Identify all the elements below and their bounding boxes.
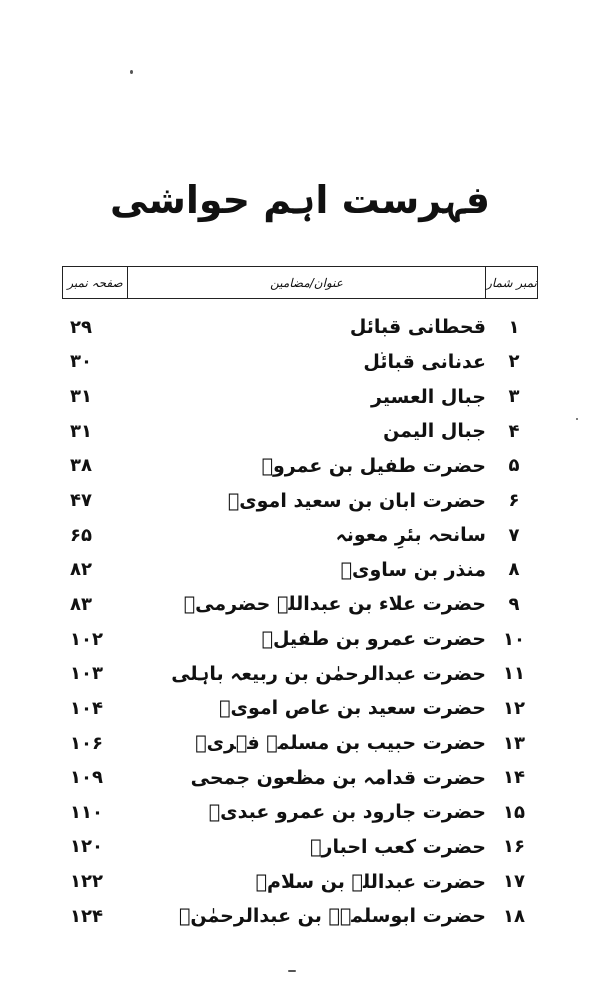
scan-speck xyxy=(130,70,133,74)
toc-entry xyxy=(62,379,538,414)
entry-page: ۴۷ xyxy=(70,490,92,512)
toc-entry xyxy=(62,864,538,899)
entry-page: ۱۰۶ xyxy=(70,732,103,754)
toc-entry xyxy=(62,310,538,345)
entry-page: ۳۸ xyxy=(70,455,92,477)
entry-topic: سانحہ بئرِ معونہ xyxy=(335,524,486,547)
entry-page: ۱۲۲ xyxy=(70,871,103,893)
entry-serial: ۲ xyxy=(508,351,520,373)
entry-page: ۳۰ xyxy=(70,351,92,373)
entry-page: ۱۰۲ xyxy=(70,628,103,650)
toc-entry xyxy=(62,483,538,518)
entry-serial: ۱۲ xyxy=(503,697,525,719)
entry-page: ۳۱ xyxy=(70,420,92,442)
entry-topic: حضرت علاء بن عبداللہ حضرمیؓ xyxy=(183,593,486,616)
entry-topic: حضرت حبیب بن مسلمہ فہریؓ xyxy=(195,732,486,754)
entry-page: ۲۹ xyxy=(70,316,92,338)
entry-serial: ۱۳ xyxy=(503,732,525,754)
toc-entry xyxy=(62,830,538,865)
entry-page: ۸۳ xyxy=(70,593,92,615)
toc-entry xyxy=(62,899,538,934)
entry-page: ۶۵ xyxy=(70,524,92,546)
entry-page: ۳۱ xyxy=(70,386,92,408)
entry-topic: جبال الیمن xyxy=(383,420,486,443)
entry-serial: ۱۶ xyxy=(503,836,525,858)
entry-serial: ۵ xyxy=(508,455,520,477)
entry-page: ۱۰۳ xyxy=(70,663,103,685)
toc-entry xyxy=(62,518,538,553)
entry-page: ۱۰۹ xyxy=(70,767,103,789)
entry-topic: حضرت ابان بن سعید امویؓ xyxy=(227,489,486,512)
entry-serial: ۱۷ xyxy=(503,871,525,893)
toc-entry xyxy=(62,691,538,726)
toc-entry xyxy=(62,414,538,449)
entry-topic: قحطانی قبائل xyxy=(349,316,486,339)
toc-entry xyxy=(62,726,538,761)
toc-entry xyxy=(62,345,538,380)
toc-entry xyxy=(62,622,538,657)
entry-serial: ۸ xyxy=(508,559,520,581)
scan-speck xyxy=(288,970,296,972)
entry-topic: حضرت جارود بن عمرو عبدیؓ xyxy=(208,801,486,824)
entry-serial: ۱۱ xyxy=(503,663,525,685)
entry-topic: حضرت قدامہ بن مظعون جمحی xyxy=(190,766,486,789)
toc-entry xyxy=(62,795,538,830)
toc-entry xyxy=(62,760,538,795)
entry-page: ۱۲۴ xyxy=(70,905,103,927)
toc-entry xyxy=(62,449,538,484)
entry-serial: ۱۵ xyxy=(503,801,525,823)
scan-speck xyxy=(576,418,578,420)
entry-topic: حضرت کعب احبارؒ xyxy=(310,835,486,858)
entry-serial: ۱۸ xyxy=(503,905,525,927)
toc-header xyxy=(62,266,538,299)
entry-page: ۸۲ xyxy=(70,559,92,581)
entry-serial: ۹ xyxy=(508,593,520,615)
entry-topic: حضرت طفیل بن عمروؓ xyxy=(261,454,486,477)
entry-serial: ۴ xyxy=(508,420,520,442)
entry-topic: حضرت عبداللہ بن سلامؓ xyxy=(255,870,486,893)
entry-serial: ۱۰ xyxy=(503,628,525,650)
entry-topic: عدنانی قبائل xyxy=(363,350,486,373)
entry-topic: حضرت ابوسلمہؓ بن عبدالرحمٰنؓ xyxy=(178,905,486,928)
toc-entry xyxy=(62,552,538,587)
toc-entry xyxy=(62,587,538,622)
entry-topic: منذر بن ساویؓ xyxy=(340,558,486,581)
entry-page: ۱۰۴ xyxy=(70,697,103,719)
header-page: صفحہ نمبر xyxy=(67,275,123,290)
entry-serial: ۳ xyxy=(508,386,520,408)
entry-topic: حضرت عمرو بن طفیلؓ xyxy=(261,628,486,651)
entry-topic: جبال العسیر xyxy=(371,385,486,408)
toc-list xyxy=(62,310,538,934)
entry-serial: ۶ xyxy=(508,490,520,512)
entry-page: ۱۲۰ xyxy=(70,836,103,858)
entry-serial: ۱۴ xyxy=(503,767,525,789)
toc-entry xyxy=(62,656,538,691)
header-serial: نمبر شمار xyxy=(485,267,537,298)
entry-page: ۱۱۰ xyxy=(70,801,103,823)
entry-serial: ۷ xyxy=(508,524,520,546)
entry-serial: ۱ xyxy=(508,316,520,338)
entry-topic: حضرت سعید بن عاص امویؓ xyxy=(219,697,486,720)
entry-topic: حضرت عبدالرحمٰن بن ربیعہ باہلی xyxy=(171,662,486,685)
header-topic: عنوان/مضامین xyxy=(127,267,485,298)
page-title: فہرست اہم حواشی xyxy=(110,178,490,222)
